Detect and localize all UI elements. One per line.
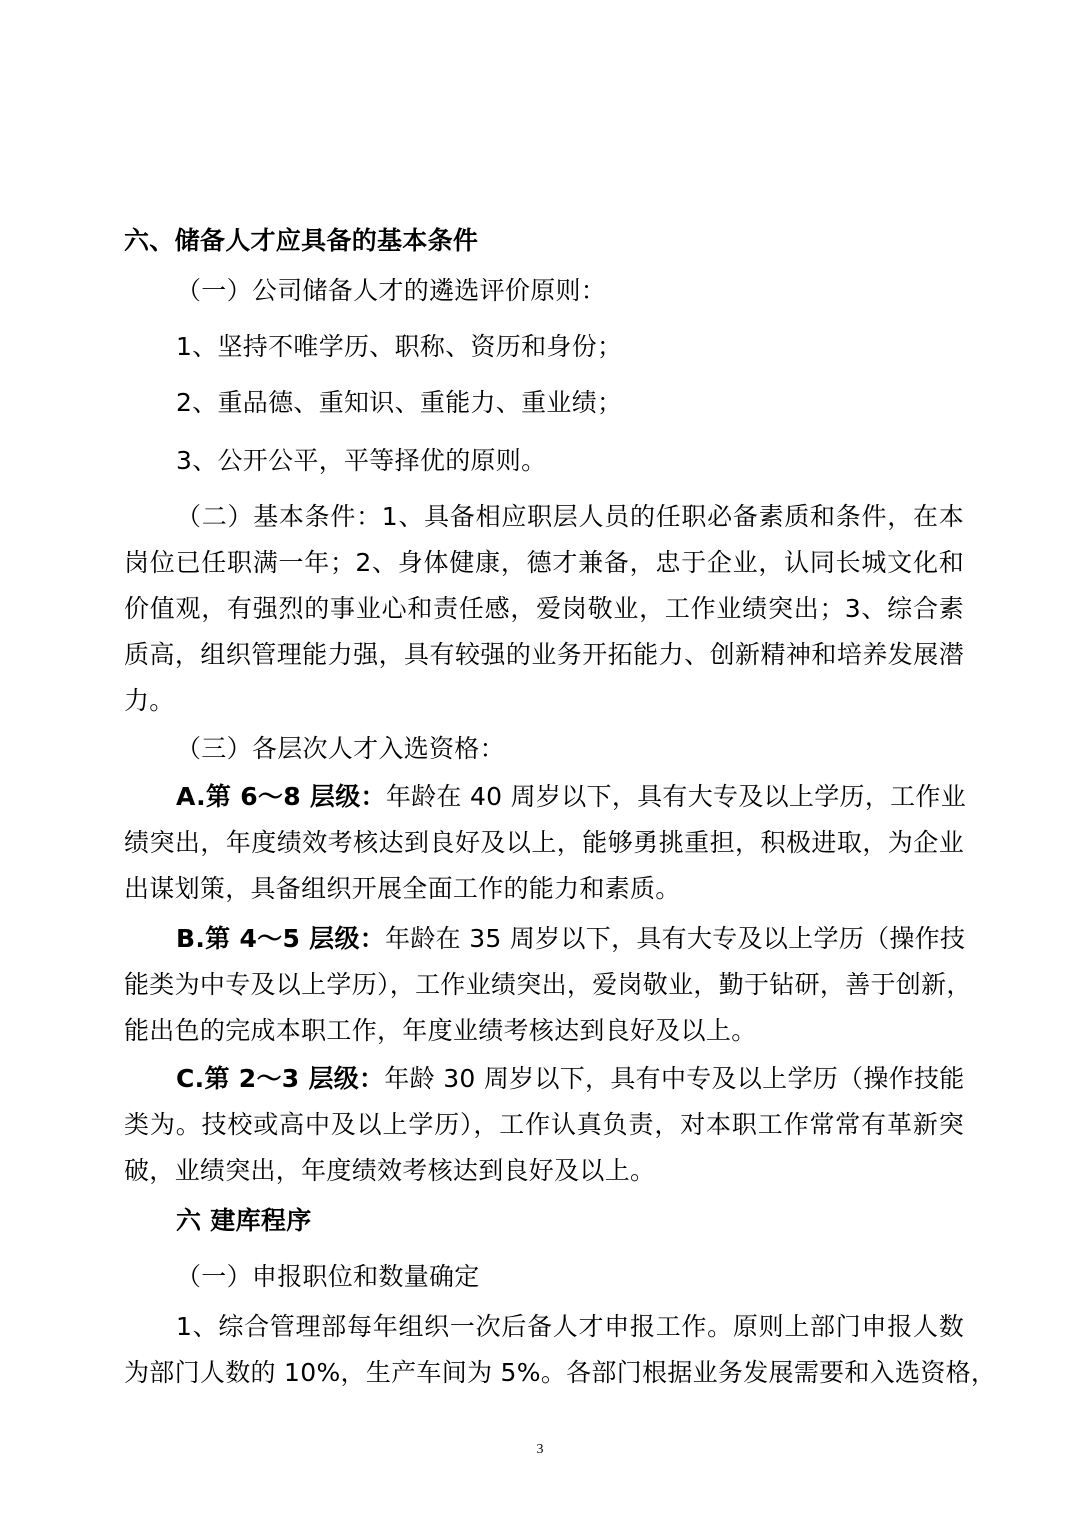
level-b-line <box>176 916 964 962</box>
level-label: A.第 6～8 层级： <box>176 782 386 811</box>
level-c-line <box>176 1056 964 1102</box>
level-label: C.第 2～3 层级： <box>176 1064 385 1093</box>
section-title: 六、储备人才应具备的基本条件 <box>124 226 479 255</box>
page-number: 3 <box>536 1442 544 1457</box>
part-heading: （一）公司储备人才的遴选评价原则： <box>176 276 607 305</box>
paragraph-line: 质高，组织管理能力强，具有较强的业务开拓能力、创新精神和培养发展潜 <box>124 640 964 669</box>
paragraph-line: 类为。技校或高中及以上学历），工作认真负责，对本职工作常常有革新突 <box>124 1110 964 1139</box>
paragraph-line: 力。 <box>124 686 175 715</box>
paragraph-line: 岗位已任职满一年；2、身体健康，德才兼备，忠于企业，认同长城文化和 <box>124 548 964 577</box>
level-label: B.第 4～5 层级： <box>176 924 386 953</box>
paragraph-line: 破，业绩突出，年度绩效考核达到良好及以上。 <box>124 1156 656 1185</box>
principle-item: 2、重品德、重知识、重能力、重业绩； <box>176 388 623 417</box>
level-text: 年龄在 35 周岁以下，具有大专及以上学历（操作技 <box>385 924 966 953</box>
paragraph-line: 出谋划策，具备组织开展全面工作的能力和素质。 <box>124 874 681 903</box>
level-a-line <box>176 774 967 820</box>
paragraph-line: 能出色的完成本职工作，年度业绩考核达到良好及以上。 <box>124 1016 757 1045</box>
part-heading: （一）申报职位和数量确定 <box>176 1262 480 1291</box>
paragraph-line: 为部门人数的 10%，生产车间为 5%。各部门根据业务发展需要和入选资格， <box>124 1358 997 1387</box>
paragraph-line: 绩突出，年度绩效考核达到良好及以上，能够勇挑重担，积极进取，为企业 <box>124 828 964 857</box>
section-title: 六 建库程序 <box>176 1206 312 1235</box>
paragraph-line: 价值观，有强烈的事业心和责任感，爱岗敬业，工作业绩突出；3、综合素 <box>124 594 964 623</box>
principle-item: 1、坚持不唯学历、职称、资历和身份； <box>176 332 623 361</box>
level-text: 年龄 30 周岁以下，具有中专及以上学历（操作技能 <box>384 1064 965 1093</box>
level-text: 年龄在 40 周岁以下，具有大专及以上学历，工作业 <box>385 782 967 811</box>
part-heading: （三）各层次人才入选资格： <box>176 734 505 763</box>
paragraph-line: 能类为中专及以上学历），工作业绩突出，爱岗敬业，勤于钻研，善于创新， <box>124 970 972 999</box>
paragraph-line: 1、综合管理部每年组织一次后备人才申报工作。原则上部门申报人数 <box>176 1312 964 1341</box>
paragraph-line: （二）基本条件：1、具备相应职层人员的任职必备素质和条件，在本 <box>176 502 964 531</box>
principle-item: 3、公开公平，平等择优的原则。 <box>176 446 547 475</box>
